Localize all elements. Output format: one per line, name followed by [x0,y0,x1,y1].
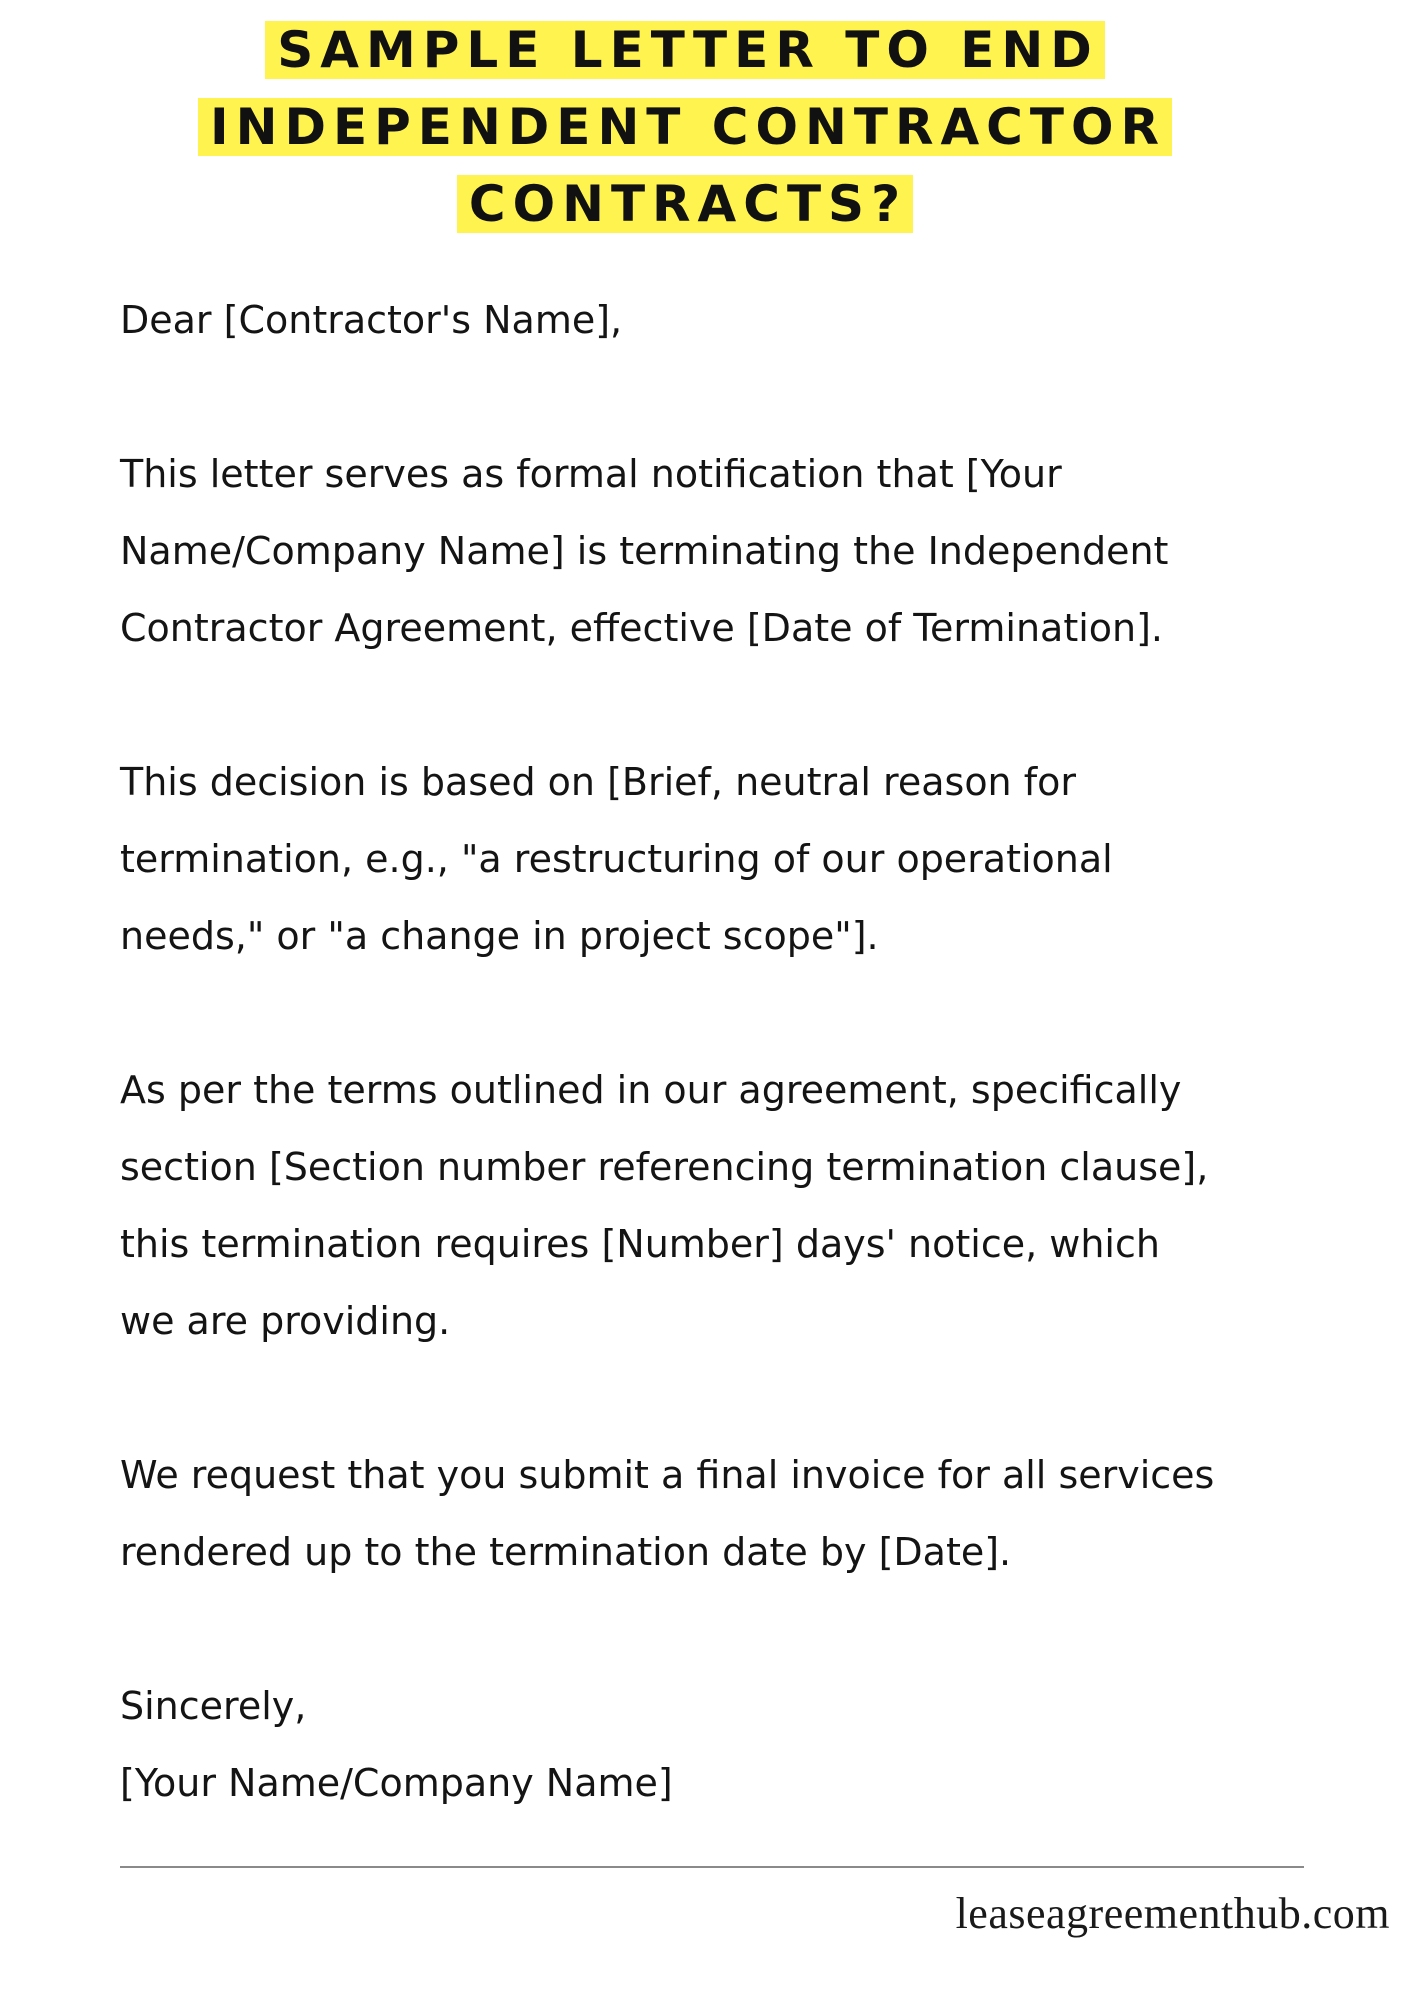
paragraph-line: section [Section number referencing termination clause], [120,1145,1209,1189]
signature: [Your Name/Company Name] [120,1761,673,1805]
paragraph-line: needs," or "a change in project scope"]. [120,914,879,958]
letter-body [120,282,1360,1822]
paragraph-gap [120,667,1360,744]
paragraph-notification [120,436,1360,667]
paragraph-line: Name/Company Name] is terminating the Independent [120,529,1169,573]
title-line-2: INDEPENDENT CONTRACTOR [198,98,1172,156]
paragraph-line: this termination requires [Number] days' notice, which [120,1222,1160,1266]
title-line-1: SAMPLE LETTER TO END [265,21,1105,79]
paragraph-invoice [120,1437,1360,1591]
paragraph-gap [120,975,1360,1052]
paragraph-line: As per the terms outlined in our agreement, specifically [120,1068,1182,1112]
paragraph-terms [120,1052,1360,1360]
salutation: Dear [Contractor's Name], [120,298,623,342]
paragraph-gap [120,1360,1360,1437]
paragraph-line: we are providing. [120,1299,451,1343]
footer-divider [120,1866,1304,1868]
paragraph-line: Contractor Agreement, effective [Date of Termination]. [120,606,1164,650]
title-line-3: CONTRACTS? [457,175,913,233]
paragraph-line: We request that you submit a final invoice for all services [120,1453,1215,1497]
paragraph-line: rendered up to the termination date by [Date]. [120,1530,1012,1574]
closing: Sincerely, [120,1684,307,1728]
website-url: leaseagreementhub.com [955,1889,1390,1938]
paragraph-reason [120,744,1360,975]
paragraph-gap [120,1591,1360,1668]
paragraph-line: This letter serves as formal notification that [Your [120,452,1062,496]
paragraph-line: termination, e.g., "a restructuring of our operational [120,837,1113,881]
paragraph-gap [120,359,1360,436]
paragraph-line: This decision is based on [Brief, neutral reason for [120,760,1076,804]
page-title [0,12,1370,243]
